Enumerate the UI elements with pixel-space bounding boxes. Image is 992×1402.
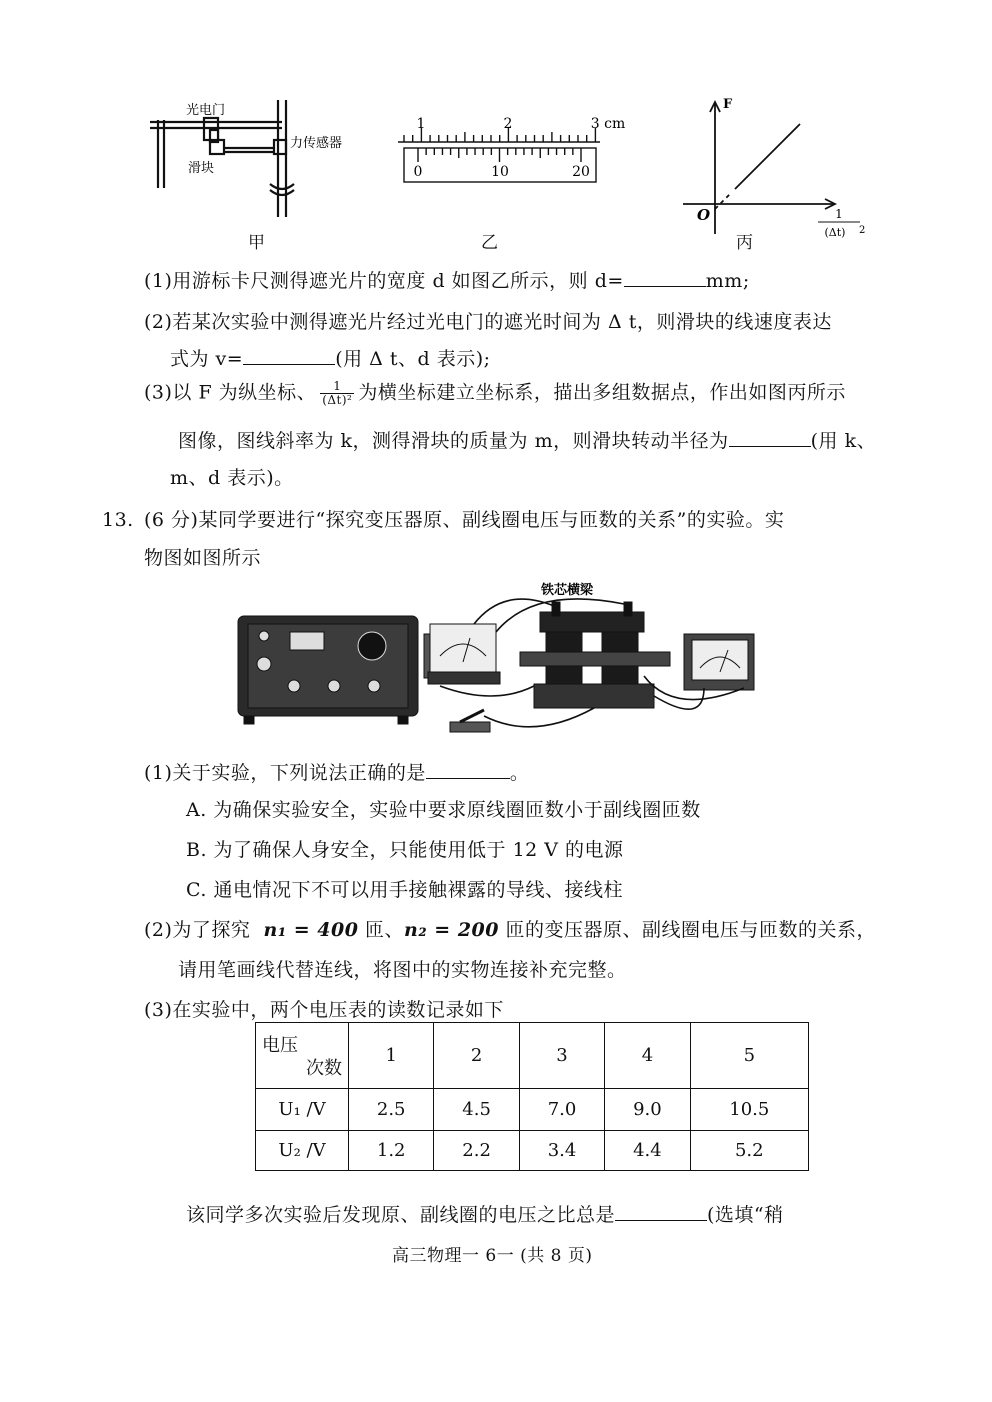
label-force-sensor: 力传感器	[290, 136, 343, 151]
voltage-table	[255, 1022, 809, 1171]
bing-x-den: (Δt)	[824, 226, 846, 239]
answer-blank-v[interactable]	[243, 346, 335, 365]
q12-part1: (1)用游标卡尺测得遮光片的宽度 d 如图乙所示，则 d= mm;	[144, 270, 750, 292]
table-cell: 4.5	[434, 1089, 519, 1131]
col-header-1: 1	[349, 1023, 434, 1089]
power-supply	[238, 616, 418, 724]
bing-x-num: 1	[835, 207, 843, 221]
option-b: B. 为了确保人身安全，只能使用低于 12 V 的电源	[186, 839, 624, 861]
table-row-u2	[256, 1131, 809, 1171]
answer-blank-radius[interactable]	[729, 428, 811, 447]
q13-part2-line1: (2)为了探究 n₁ = 400 匝、n₂ = 200 匝的变压器原、副线圈电压与匝数的关系，	[144, 919, 877, 941]
q12-part3-line1: (3)以 F 为纵坐标、 $\frac{1}{\text{(Δt)²}}$ 为横坐标建立坐标系，描出多组数据点，作出如图丙所示	[144, 379, 846, 407]
fraction-1-over-dt2: $\frac{1}{\text{(Δt)²}}$	[322, 379, 353, 407]
caption-jia: 甲	[248, 233, 265, 253]
caption-bing: 丙	[736, 233, 753, 253]
q13-intro-line1: (6 分)某同学要进行“探究变压器原、副线圈电压与匝数的关系”的实验。实	[144, 509, 785, 531]
main-tick-3cm: 3 cm	[590, 116, 626, 132]
page-footer: 高三物理一 6一 (共 8 页)	[392, 1246, 593, 1266]
col-header-2: 2	[434, 1023, 519, 1089]
q13-part1: (1)关于实验，下列说法正确的是 。	[144, 762, 530, 784]
main-tick-2: 2	[503, 116, 513, 132]
row-label-u2: U₂ /V	[256, 1131, 349, 1171]
table-cell: 3.4	[519, 1131, 604, 1171]
table-cell: 9.0	[605, 1089, 690, 1131]
table-row-u1	[256, 1089, 809, 1131]
vernier-tick-0: 0	[413, 164, 423, 180]
col-header-4: 4	[605, 1023, 690, 1089]
answer-blank-ratio[interactable]	[615, 1202, 707, 1221]
vernier-tick-10: 10	[491, 164, 509, 180]
q13-part3: (3)在实验中，两个电压表的读数记录如下	[144, 999, 504, 1021]
voltmeter-secondary	[684, 634, 754, 690]
q12-part3-line3: m、d 表示)。	[170, 467, 294, 489]
voltmeter-primary	[424, 624, 500, 684]
figure-yi-vernier	[390, 108, 630, 188]
answer-blank-d[interactable]	[624, 268, 706, 287]
switch	[450, 710, 490, 732]
table-cell: 1.2	[349, 1131, 434, 1171]
answer-blank-choice[interactable]	[426, 760, 510, 779]
bing-origin: O	[697, 206, 711, 224]
apparatus-photo	[234, 576, 774, 744]
row-label-u1: U₁ /V	[256, 1089, 349, 1131]
bing-x-exp: 2	[859, 225, 866, 236]
q13-conclusion: 该同学多次实验后发现原、副线圈的电压之比总是 (选填“稍	[186, 1204, 784, 1226]
table-cell: 2.2	[434, 1131, 519, 1171]
label-photogate: 光电门	[186, 103, 226, 118]
label-slider: 滑块	[188, 161, 215, 176]
q13-number: 13.	[102, 509, 134, 531]
col-header-5: 5	[690, 1023, 808, 1089]
table-cell: 10.5	[690, 1089, 808, 1131]
q13-intro-line2: 物图如图所示	[144, 547, 262, 569]
figure-bing-graph	[675, 94, 875, 244]
q13-part2-line2: 请用笔画线代替连线，将图中的实物连接补充完整。	[178, 959, 627, 981]
option-a: A. 为确保实验安全，实验中要求原线圈匝数小于副线圈匝数	[186, 799, 701, 821]
q12-part3-line2: 图像，图线斜率为 k，测得滑块的质量为 m，则滑块转动半径为 (用 k、	[178, 430, 877, 452]
vernier-tick-20: 20	[572, 164, 590, 180]
table-cell: 5.2	[690, 1131, 808, 1171]
table-cell: 2.5	[349, 1089, 434, 1131]
figure-jia	[140, 92, 380, 222]
caption-yi: 乙	[481, 233, 498, 253]
q12-part2-line1: (2)若某次实验中测得遮光片经过光电门的遮光时间为 Δ t，则滑块的线速度表达	[144, 311, 832, 333]
q12-part2-line2: 式为 v= (用 Δ t、d 表示);	[170, 348, 491, 370]
table-cell: 7.0	[519, 1089, 604, 1131]
table-header-cell: 电压 次数	[256, 1023, 349, 1089]
iron-core-beam-label: 铁芯横梁	[541, 583, 594, 598]
col-header-3: 3	[519, 1023, 604, 1089]
transformer	[520, 602, 670, 708]
main-tick-1: 1	[416, 116, 426, 132]
option-c: C. 通电情况下不可以用手接触裸露的导线、接线柱	[186, 879, 623, 901]
table-cell: 4.4	[605, 1131, 690, 1171]
bing-y-axis-label: F	[723, 97, 733, 112]
